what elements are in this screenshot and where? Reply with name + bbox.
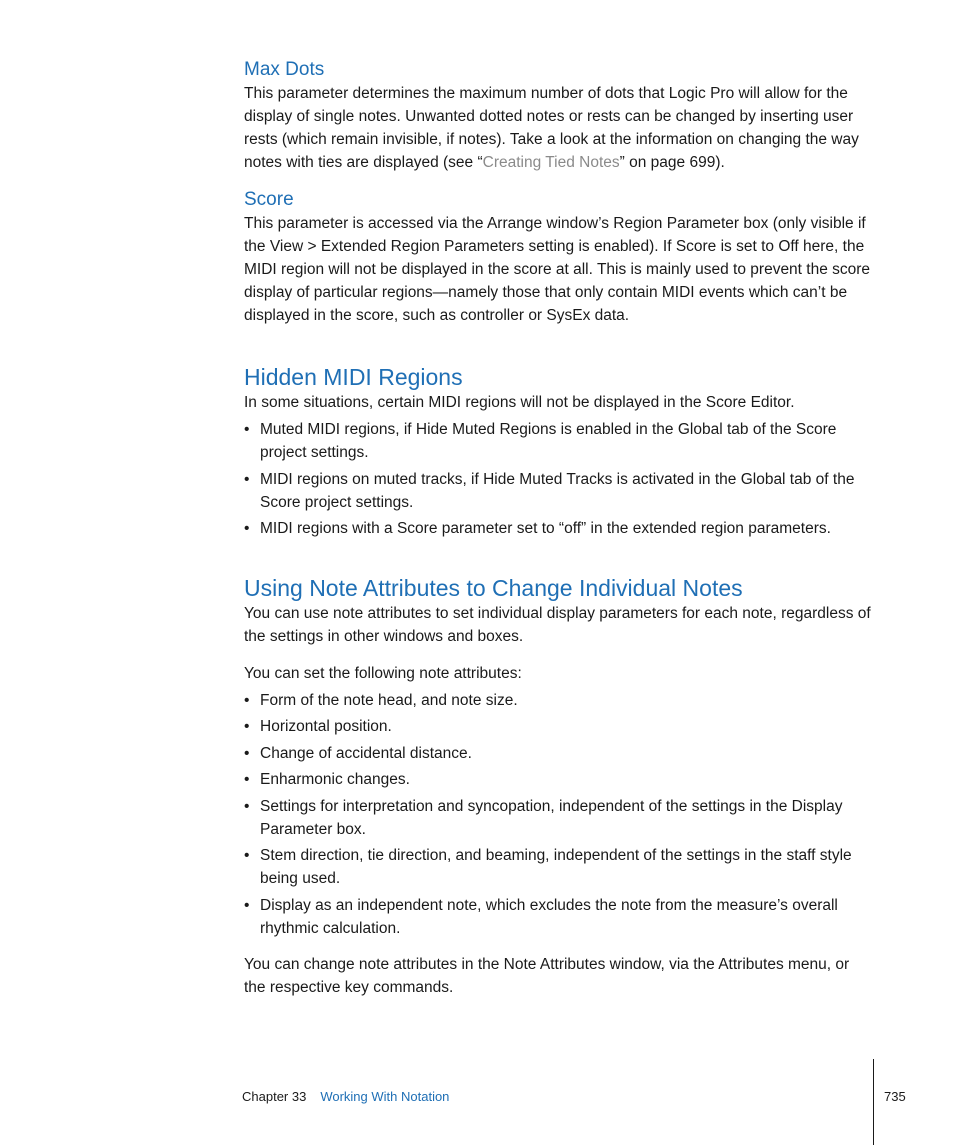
list-item: • Display as an independent note, which excludes the note from the measure’s overall rhythmic calculation.: [244, 894, 874, 940]
bullet-icon: •: [244, 520, 250, 537]
list-item: • Settings for interpretation and syncopation, independent of the settings in the Display Parameter box.: [244, 795, 874, 841]
hidden-midi-list: [244, 418, 874, 540]
list-item: • Muted MIDI regions, if Hide Muted Regions is enabled in the Global tab of the Score project settings.: [244, 418, 874, 464]
creating-tied-notes-link[interactable]: Creating Tied Notes: [482, 154, 620, 171]
list-item: • Form of the note head, and note size.: [244, 689, 874, 712]
heading-max-dots: Max Dots: [244, 59, 325, 80]
bullet-icon: •: [244, 771, 250, 788]
bullet-icon: •: [244, 896, 250, 914]
page-number: 735: [884, 1089, 906, 1104]
note-attributes-list-intro: You can set the following note attributes:: [244, 664, 522, 682]
bullet-icon: •: [244, 744, 250, 762]
list-item: • Enharmonic changes.: [244, 768, 874, 791]
bullet-icon: •: [244, 847, 250, 864]
max-dots-text-1: This parameter determines the maximum number of dots that Logic Pro will allow for the display of single notes. Unwanted dotted notes or rests can be changed by inserting user rests (which remain invisible, if notes). Take a look at the information on changing the way notes with ties are displayed (see “: [244, 85, 859, 171]
bullet-icon: •: [244, 470, 250, 488]
score-paragraph: This parameter is accessed via the Arrange window’s Region Parameter box (only visible if the View > Extended Region Parameters setting is enabled). If Score is set to Off here, the MIDI region will not be displayed in the score at all. This is mainly used to prevent the score display of particular regions—namely those that only contain MIDI events which can’t be displayed in the score, such as controller or SysEx data.: [244, 215, 871, 324]
note-attributes-intro: You can use note attributes to set individual display parameters for each note, regardless of the settings in other windows and boxes.: [244, 604, 871, 645]
note-attributes-list: [244, 689, 874, 940]
max-dots-text-2: ” on page 699).: [619, 154, 725, 171]
bullet-icon: •: [244, 718, 250, 735]
hidden-midi-intro: In some situations, certain MIDI regions will not be displayed in the Score Editor.: [244, 394, 795, 411]
bullet-icon: •: [244, 421, 250, 438]
list-item: • Change of accidental distance.: [244, 742, 874, 765]
heading-hidden-midi-regions: Hidden MIDI Regions: [244, 364, 463, 390]
page-content: [244, 58, 874, 999]
footer-chapter: Chapter 33: [242, 1089, 307, 1104]
list-item: • MIDI regions with a Score parameter set to “off” in the extended region parameters.: [244, 517, 874, 540]
bullet-icon: •: [244, 797, 250, 815]
max-dots-paragraph: [244, 82, 874, 174]
heading-score: Score: [244, 189, 294, 210]
list-item: • MIDI regions on muted tracks, if Hide Muted Tracks is activated in the Global tab of the Score project settings.: [244, 468, 874, 514]
bullet-icon: •: [244, 691, 250, 709]
footer-chapter-title-link[interactable]: Working With Notation: [320, 1089, 450, 1104]
list-item: • Stem direction, tie direction, and beaming, independent of the settings in the staff style being used.: [244, 844, 874, 890]
page-footer: [242, 1088, 449, 1106]
footer-divider: [873, 1059, 874, 1145]
list-item: • Horizontal position.: [244, 715, 874, 738]
heading-note-attributes: Using Note Attributes to Change Individual Notes: [244, 574, 743, 601]
note-attributes-closing: You can change note attributes in the Note Attributes window, via the Attributes menu, or the respective key commands.: [244, 956, 850, 996]
